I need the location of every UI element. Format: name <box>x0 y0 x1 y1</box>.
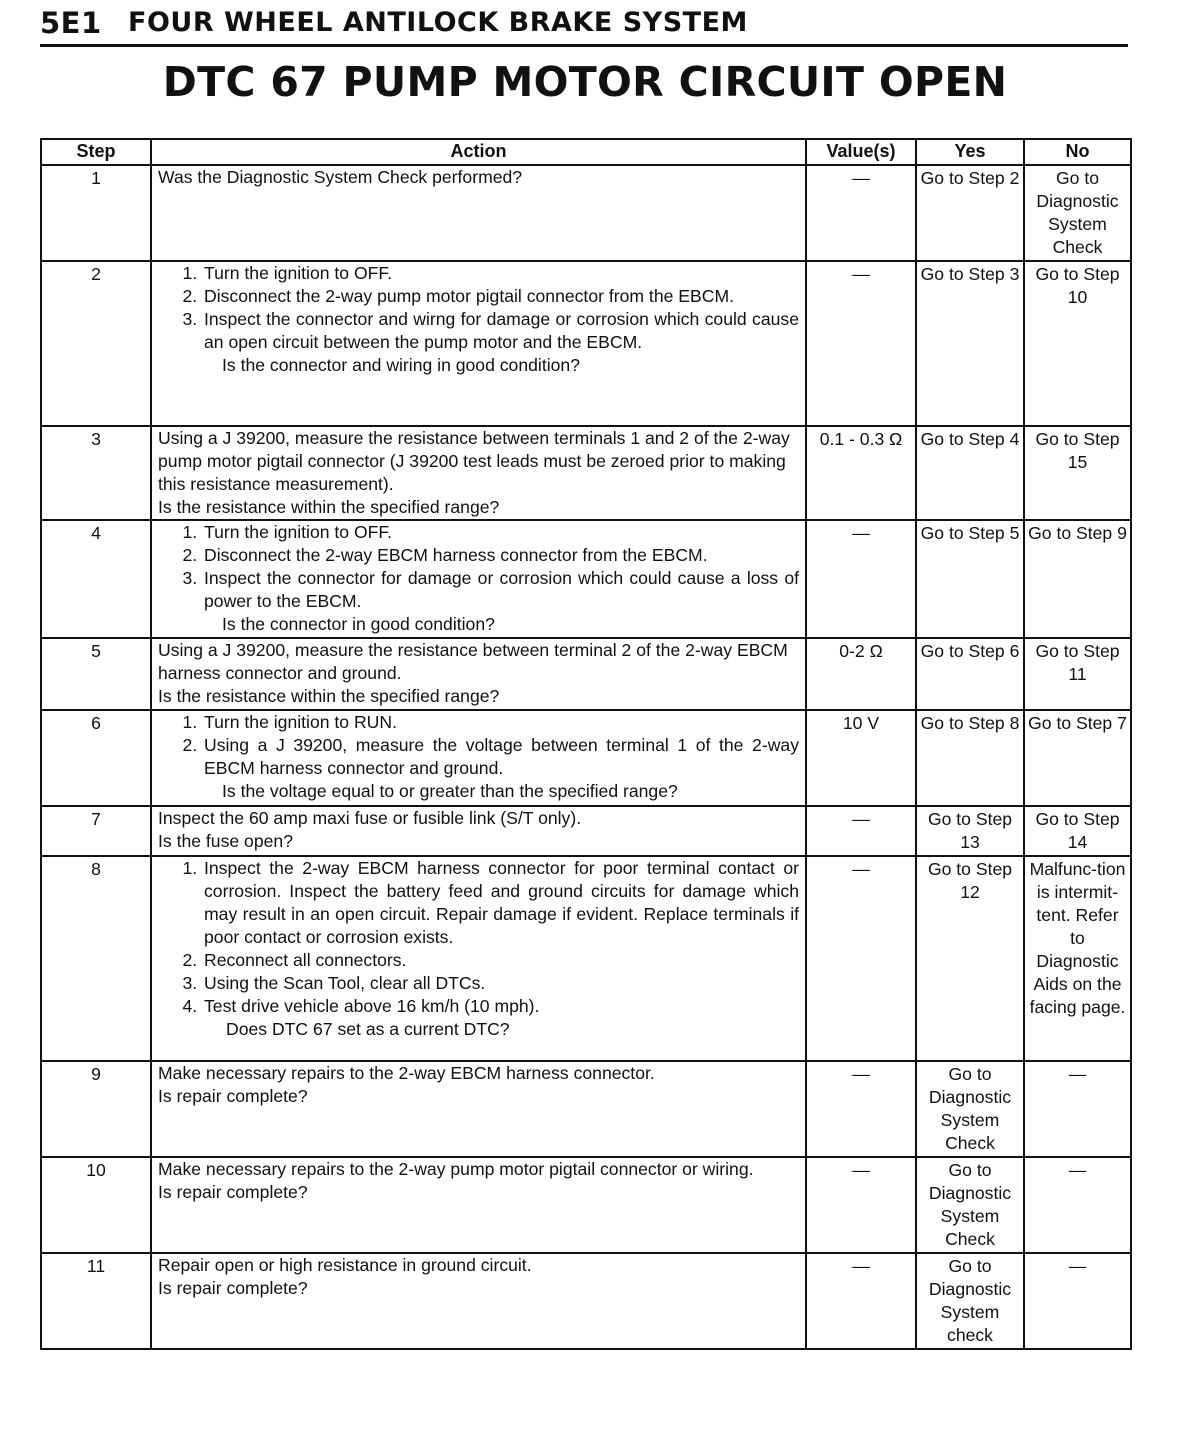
table-row <box>41 806 1131 856</box>
table-row <box>41 520 1131 638</box>
step-yes: Go to Diagnostic System Check <box>916 1157 1024 1253</box>
step-action <box>151 1157 806 1253</box>
page-title: DTC 67 PUMP MOTOR CIRCUIT OPEN <box>162 58 1008 106</box>
step-number: 10 <box>41 1157 151 1253</box>
step-number: 5 <box>41 638 151 710</box>
step-yes: Go to Diagnostic System check <box>916 1253 1024 1349</box>
step-action <box>151 856 806 1061</box>
step-yes: Go to Diagnostic System Check <box>916 1061 1024 1157</box>
step-yes: Go to Step 5 <box>916 520 1024 638</box>
step-action <box>151 638 806 710</box>
diagnostic-table <box>40 138 1132 1350</box>
column-header-yes: Yes <box>916 139 1024 165</box>
substep: 2. Disconnect the 2-way EBCM harness connector from the EBCM. <box>202 544 799 567</box>
substep-list <box>158 521 799 613</box>
table-row <box>41 261 1131 426</box>
step-yes: Go to Step 4 <box>916 426 1024 520</box>
step-value: — <box>806 1253 916 1349</box>
step-value: — <box>806 806 916 856</box>
step-question: Is the voltage equal to or greater than the specified range? <box>222 781 678 801</box>
step-yes: Go to Step 3 <box>916 261 1024 426</box>
step-action <box>151 806 806 856</box>
step-number: 9 <box>41 1061 151 1157</box>
table-row <box>41 165 1131 261</box>
action-text: Repair open or high resistance in ground circuit. <box>158 1255 532 1275</box>
action-text: Inspect the 60 amp maxi fuse or fusible link (S/T only). <box>158 808 582 828</box>
step-no: Go to Diagnostic System Check <box>1024 165 1131 261</box>
substep: 3. Inspect the connector for damage or corrosion which could cause a loss of power to the EBCM. <box>202 567 799 613</box>
step-no: Go to Step 11 <box>1024 638 1131 710</box>
step-action <box>151 426 806 520</box>
action-text: Using a J 39200, measure the resistance between terminals 1 and 2 of the 2-way pump motor pigtail connector (J 39200 test leads must be zeroed prior to making this resistance measurement). <box>158 428 790 494</box>
substep-list <box>158 857 799 1018</box>
step-value: 10 V <box>806 710 916 806</box>
step-question: Is the connector in good condition? <box>222 614 495 634</box>
step-question: Does DTC 67 set as a current DTC? <box>226 1019 510 1039</box>
step-no: — <box>1024 1157 1131 1253</box>
table-header-row <box>41 139 1131 165</box>
step-no: — <box>1024 1253 1131 1349</box>
step-question: Is repair complete? <box>158 1278 308 1298</box>
step-question: Is the resistance within the specified range? <box>158 497 500 517</box>
step-action <box>151 520 806 638</box>
substep-list <box>158 262 799 354</box>
step-number: 4 <box>41 520 151 638</box>
column-header-no: No <box>1024 139 1131 165</box>
table-row <box>41 710 1131 806</box>
column-header-values: Value(s) <box>806 139 916 165</box>
substep: 1. Inspect the 2-way EBCM harness connector for poor terminal contact or corrosion. Inspect the battery feed and ground circuits for damage which may result in an open circuit. Repair damage if evident. Replace terminals if poor contact or corrosion exists. <box>202 857 799 949</box>
step-value: 0-2 Ω <box>806 638 916 710</box>
step-question: Is repair complete? <box>158 1182 308 1202</box>
column-header-step: Step <box>41 139 151 165</box>
action-text: Was the Diagnostic System Check performed? <box>158 167 523 187</box>
step-yes: Go to Step 12 <box>916 856 1024 1061</box>
action-text: Make necessary repairs to the 2-way EBCM harness connector. <box>158 1063 655 1083</box>
step-value: — <box>806 261 916 426</box>
step-question: Is repair complete? <box>158 1086 308 1106</box>
table-row <box>41 426 1131 520</box>
step-no: Malfunc-tion is intermit-tent. Refer to Diagnostic Aids on the facing page. <box>1024 856 1131 1061</box>
substep: 3. Using the Scan Tool, clear all DTCs. <box>202 972 799 995</box>
table-row <box>41 1061 1131 1157</box>
step-no: — <box>1024 1061 1131 1157</box>
step-value: — <box>806 165 916 261</box>
step-yes: Go to Step 13 <box>916 806 1024 856</box>
step-number: 3 <box>41 426 151 520</box>
substep: 1. Turn the ignition to OFF. <box>202 521 799 544</box>
step-value: — <box>806 856 916 1061</box>
section-code: 5E1 <box>40 6 102 40</box>
step-number: 11 <box>41 1253 151 1349</box>
column-header-action: Action <box>151 139 806 165</box>
step-number: 8 <box>41 856 151 1061</box>
section-header <box>40 6 1128 47</box>
substep: 3. Inspect the connector and wirng for damage or corrosion which could cause an open circuit between the pump motor and the EBCM. <box>202 308 799 354</box>
step-question: Is the resistance within the specified range? <box>158 686 500 706</box>
step-no: Go to Step 10 <box>1024 261 1131 426</box>
table-row <box>41 638 1131 710</box>
step-action <box>151 165 806 261</box>
step-yes: Go to Step 8 <box>916 710 1024 806</box>
step-value: — <box>806 1157 916 1253</box>
step-action <box>151 710 806 806</box>
substep: 1. Turn the ignition to RUN. <box>202 711 799 734</box>
step-yes: Go to Step 6 <box>916 638 1024 710</box>
table-row <box>41 856 1131 1061</box>
substep: 1. Turn the ignition to OFF. <box>202 262 799 285</box>
step-no: Go to Step 14 <box>1024 806 1131 856</box>
substep-list <box>158 711 799 780</box>
step-value: 0.1 - 0.3 Ω <box>806 426 916 520</box>
step-value: — <box>806 520 916 638</box>
action-text: Make necessary repairs to the 2-way pump motor pigtail connector or wiring. <box>158 1159 754 1179</box>
table-row <box>41 1157 1131 1253</box>
step-yes: Go to Step 2 <box>916 165 1024 261</box>
step-number: 6 <box>41 710 151 806</box>
step-question: Is the fuse open? <box>158 831 293 851</box>
section-title: FOUR WHEEL ANTILOCK BRAKE SYSTEM <box>128 7 748 38</box>
substep: 2. Reconnect all connectors. <box>202 949 799 972</box>
action-text: Using a J 39200, measure the resistance between terminal 2 of the 2-way EBCM harness connector and ground. <box>158 640 788 683</box>
step-number: 1 <box>41 165 151 261</box>
step-action <box>151 261 806 426</box>
step-no: Go to Step 7 <box>1024 710 1131 806</box>
step-action <box>151 1253 806 1349</box>
substep: 4. Test drive vehicle above 16 km/h (10 mph). <box>202 995 799 1018</box>
step-number: 2 <box>41 261 151 426</box>
table-row <box>41 1253 1131 1349</box>
substep: 2. Using a J 39200, measure the voltage between terminal 1 of the 2-way EBCM harness connector and ground. <box>202 734 799 780</box>
step-action <box>151 1061 806 1157</box>
step-no: Go to Step 9 <box>1024 520 1131 638</box>
step-no: Go to Step 15 <box>1024 426 1131 520</box>
substep: 2. Disconnect the 2-way pump motor pigtail connector from the EBCM. <box>202 285 799 308</box>
step-number: 7 <box>41 806 151 856</box>
step-value: — <box>806 1061 916 1157</box>
step-question: Is the connector and wiring in good condition? <box>222 355 580 375</box>
